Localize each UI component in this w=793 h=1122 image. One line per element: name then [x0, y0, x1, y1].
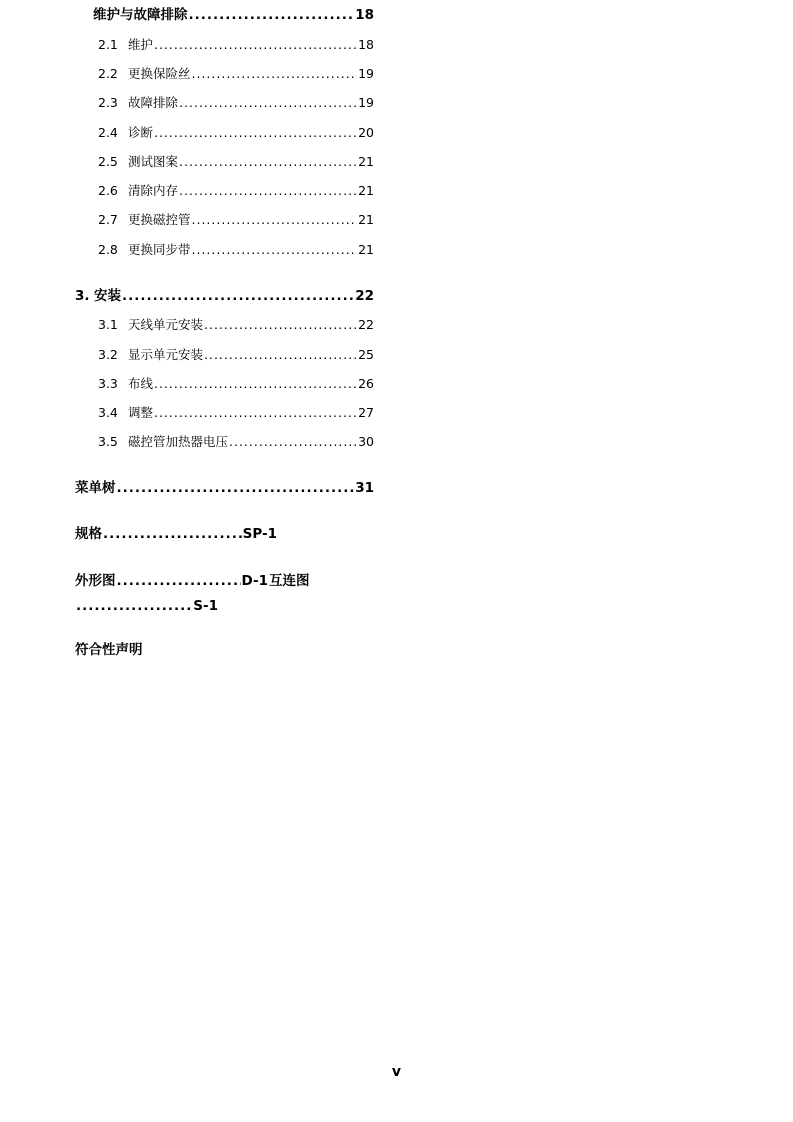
toc-item-2-7[interactable] — [98, 211, 374, 229]
toc-interconnect-title[interactable]: 互连图 — [269, 573, 310, 589]
toc-item-2-1[interactable] — [98, 36, 374, 54]
toc-item-title: 诊断 — [128, 125, 154, 140]
toc-page: D-1 — [241, 573, 268, 589]
toc-item-title: 更换磁控管 — [128, 212, 191, 227]
toc-item-page: 18 — [358, 37, 374, 52]
toc-item-number: 2.5 — [98, 154, 118, 169]
toc-item-2-6[interactable] — [98, 182, 374, 200]
toc-item-title: 显示单元安装 — [128, 347, 204, 362]
toc-title: 规格 — [75, 526, 102, 542]
toc-item-page: 21 — [358, 242, 374, 257]
toc-leader — [189, 5, 355, 25]
toc-menu-tree[interactable] — [75, 478, 374, 498]
toc-leader — [154, 36, 357, 54]
toc-item-3-3[interactable] — [98, 375, 374, 393]
toc-item-number: 3.3 — [98, 376, 118, 391]
toc-item-number: 2.7 — [98, 212, 118, 227]
toc-title: 安装 — [94, 288, 121, 304]
toc-leader — [229, 433, 357, 451]
toc-item-number: 2.8 — [98, 242, 118, 257]
toc-leader — [122, 286, 354, 306]
toc-leader — [204, 316, 357, 334]
toc-item-title: 测试图案 — [128, 154, 179, 169]
toc-page: 31 — [355, 480, 374, 496]
toc-item-number: 2.3 — [98, 95, 118, 110]
toc-item-3-2[interactable] — [98, 346, 374, 364]
toc-item-number: 3.5 — [98, 434, 118, 449]
toc-leader — [154, 124, 357, 142]
toc-item-number: 3.1 — [98, 317, 118, 332]
toc-section-maintenance[interactable] — [93, 5, 374, 25]
toc-item-2-3[interactable] — [98, 94, 374, 112]
toc-leader — [76, 596, 192, 616]
toc-page: 22 — [355, 288, 374, 304]
toc-outline-drawings[interactable] — [75, 571, 268, 591]
toc-item-3-4[interactable] — [98, 404, 374, 422]
toc-item-number: 2.2 — [98, 66, 118, 81]
page-number: v — [391, 1064, 402, 1080]
toc-interconnect-diagram[interactable] — [75, 596, 218, 616]
toc-item-2-4[interactable] — [98, 124, 374, 142]
toc-item-title: 更换保险丝 — [128, 66, 191, 81]
toc-leader — [117, 478, 355, 498]
toc-leader — [179, 153, 357, 171]
toc-leader — [204, 346, 357, 364]
toc-title: 维护与故障排除 — [93, 7, 188, 23]
toc-item-2-2[interactable] — [98, 65, 374, 83]
toc-specifications[interactable] — [75, 524, 277, 544]
toc-item-2-8[interactable] — [98, 241, 374, 259]
toc-title: 符合性声明 — [75, 642, 143, 658]
toc-leader — [117, 571, 241, 591]
toc-item-page: 20 — [358, 125, 374, 140]
toc-item-3-5[interactable] — [98, 433, 374, 451]
toc-section-number: 3. — [75, 288, 90, 304]
toc-declaration[interactable] — [75, 640, 195, 660]
toc-leader — [192, 65, 358, 83]
toc-item-page: 19 — [358, 66, 374, 81]
toc-leader — [179, 182, 357, 200]
toc-item-3-1[interactable] — [98, 316, 374, 334]
toc-item-page: 27 — [358, 405, 374, 420]
toc-item-title: 布线 — [128, 376, 154, 391]
toc-section-installation[interactable] — [75, 286, 374, 306]
toc-leader — [154, 404, 357, 422]
toc-item-page: 21 — [358, 212, 374, 227]
toc-item-title: 天线单元安装 — [128, 317, 204, 332]
toc-item-title: 清除内存 — [128, 183, 179, 198]
toc-page: S-1 — [193, 598, 218, 614]
toc-item-number: 3.4 — [98, 405, 118, 420]
toc-item-number: 3.2 — [98, 347, 118, 362]
toc-item-page: 21 — [358, 183, 374, 198]
toc-leader — [154, 375, 357, 393]
toc-item-title: 更换同步带 — [128, 242, 191, 257]
toc-item-page: 30 — [358, 434, 374, 449]
toc-item-page: 26 — [358, 376, 374, 391]
toc-page: 18 — [355, 7, 374, 23]
toc-leader — [192, 241, 358, 259]
toc-item-page: 25 — [358, 347, 374, 362]
toc-item-title: 故障排除 — [128, 95, 179, 110]
toc-item-number: 2.6 — [98, 183, 118, 198]
toc-item-title: 调整 — [128, 405, 154, 420]
toc-item-2-5[interactable] — [98, 153, 374, 171]
toc-item-title: 磁控管加热器电压 — [128, 434, 229, 449]
toc-leader — [192, 211, 358, 229]
toc-leader — [103, 524, 242, 544]
toc-item-title: 维护 — [128, 37, 154, 52]
toc-item-page: 21 — [358, 154, 374, 169]
toc-title: 菜单树 — [75, 480, 116, 496]
toc-item-page: 22 — [358, 317, 374, 332]
toc-item-number: 2.4 — [98, 125, 118, 140]
toc-page: SP-1 — [242, 526, 277, 542]
toc-item-page: 19 — [358, 95, 374, 110]
toc-title: 外形图 — [75, 573, 116, 589]
toc-leader — [179, 94, 357, 112]
toc-item-number: 2.1 — [98, 37, 118, 52]
